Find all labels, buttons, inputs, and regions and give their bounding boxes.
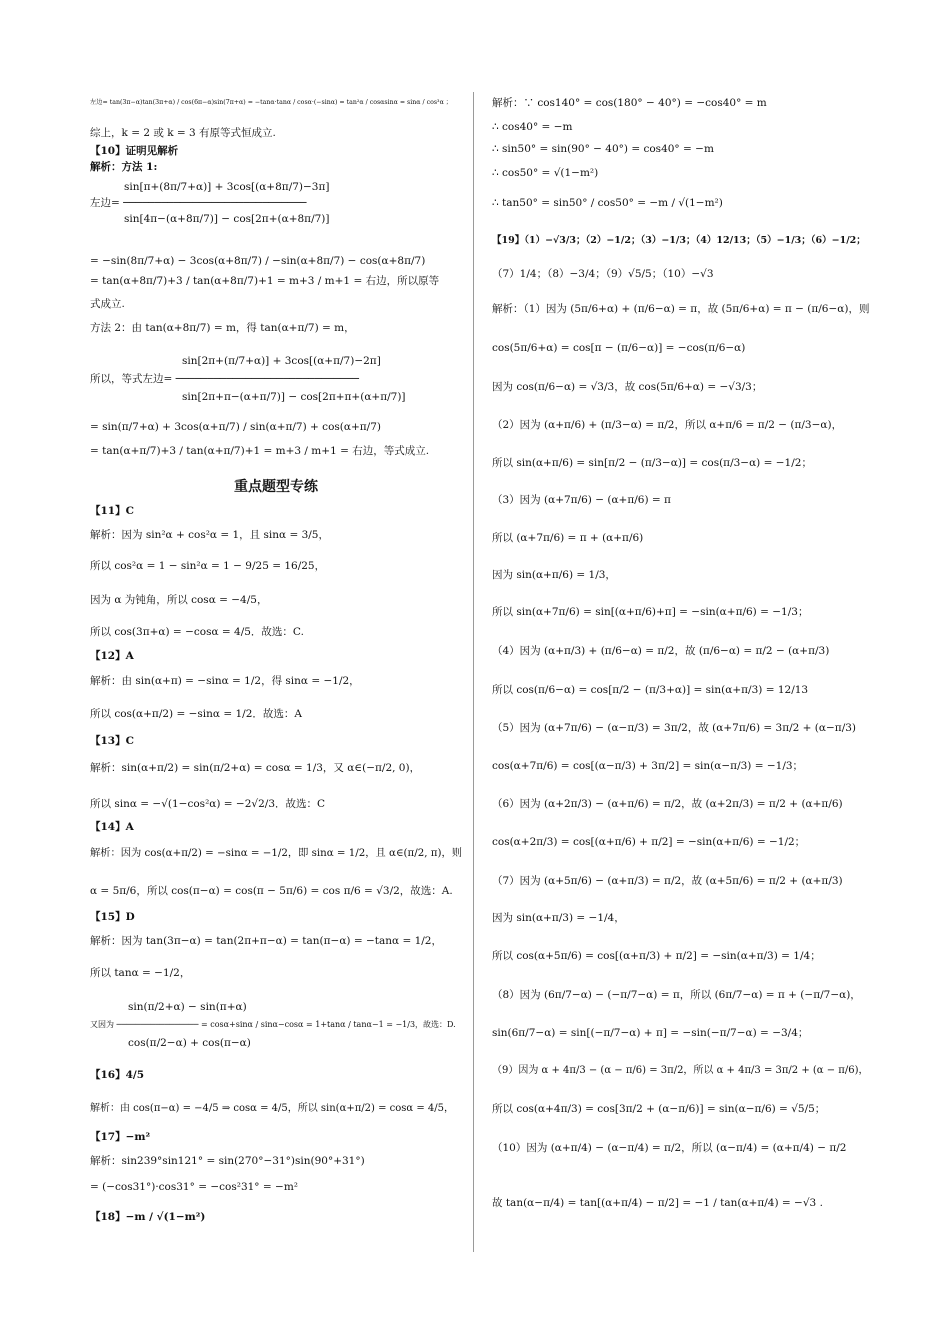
text-line: （10）因为 (α+π/4) − (α−π/4) = π/2，所以 (α−π/4) = (α+π/4) − π/2 bbox=[492, 1142, 847, 1154]
answer-tag: 【17】−m² bbox=[90, 1131, 151, 1143]
formula-line: 又因为 ───────────────── = cosα+sinα / sinα−cosα = 1+tanα / tanα−1 = −1/3，故选：D. bbox=[90, 1020, 456, 1029]
text-line: （6）因为 (α+2π/3) − (α+π/6) = π/2，故 (α+2π/3) = π/2 + (α+π/6) bbox=[492, 798, 843, 810]
text-line: 解析：sin(α+π/2) = sin(π/2+α) = cosα = 1/3，又 α∈(−π/2, 0)， bbox=[90, 762, 421, 774]
text-line: 所以 cos(α+π/2) = −sinα = 1/2．故选：A bbox=[90, 708, 302, 720]
text-line: 所以 sin(α+7π/6) = sin[(α+π/6)+π] = −sin(α+π/6) = −1/3； bbox=[492, 606, 809, 618]
text-line: 所以 cos²α = 1 − sin²α = 1 − 9/25 = 16/25， bbox=[90, 560, 326, 572]
formula-line: sin[2π+π−(α+π/7)] − cos[2π+π+(α+π/7)] bbox=[182, 391, 406, 403]
formula-line: 左边= ───────────────────────────── bbox=[90, 197, 307, 209]
text-line: 解析：由 cos(π−α) = −4/5 ⇒ cosα = 4/5，所以 sin(α+π/2) = cosα = 4/5， bbox=[90, 1103, 454, 1114]
answer-tag: 【15】D bbox=[90, 911, 135, 923]
formula-line: sin[π+(8π/7+α)] + 3cos[(α+8π/7)−3π] bbox=[124, 181, 330, 193]
text-line: 解析：因为 cos(α+π/2) = −sinα = −1/2，即 sinα = 1/2，且 α∈(π/2, π)，则 bbox=[90, 847, 462, 859]
text-line: （5）因为 (α+7π/6) − (α−π/3) = 3π/2，故 (α+7π/6) = 3π/2 + (α−π/3) bbox=[492, 722, 857, 734]
analysis-label: 解析：方法 1: bbox=[90, 161, 158, 173]
text-line: 因为 α 为钝角，所以 cosα = −4/5， bbox=[90, 594, 268, 606]
answer-tag: 【19】（1）−√3/3；（2）−1/2；（3）−1/3；（4）12/13；（5）−1/3；（6）−1/2； bbox=[492, 235, 866, 246]
text-line: 所以 tanα = −1/2， bbox=[90, 967, 191, 979]
text-line: 解析：（1）因为 (5π/6+α) + (π/6−α) = π，故 (5π/6+α) = π − (π/6−α)，则 bbox=[492, 303, 870, 315]
text-line: （2）因为 (α+π/6) + (π/3−α) = π/2，所以 α+π/6 = π/2 − (π/3−α)， bbox=[492, 419, 843, 431]
answer-tag: 【18】−m / √(1−m²) bbox=[90, 1211, 206, 1223]
text-line: sin(6π/7−α) = sin[(−π/7−α) + π] = −sin(−π/7−α) = −3/4； bbox=[492, 1027, 809, 1039]
text-line: ∴ tan50° = sin50° / cos50° = −m / √(1−m²) bbox=[492, 197, 723, 209]
text-line: 解析：因为 sin²α + cos²α = 1，且 sinα = 3/5， bbox=[90, 529, 329, 541]
text-line: 解析：sin239°sin121° = sin(270°−31°)sin(90°+31°) bbox=[90, 1155, 365, 1167]
text-line: （3）因为 (α+7π/6) − (α+π/6) = π bbox=[492, 494, 671, 506]
text-line: 因为 sin(α+π/6) = 1/3， bbox=[492, 569, 616, 581]
text-line: 方法 2：由 tan(α+8π/7) = m，得 tan(α+π/7) = m， bbox=[90, 322, 355, 334]
formula-line: = sin(π/7+α) + 3cos(α+π/7) / sin(α+π/7) + cos(α+π/7) bbox=[90, 421, 381, 433]
text-line: ∴ cos40° = −m bbox=[492, 121, 573, 133]
text-line: （4）因为 (α+π/3) + (π/6−α) = π/2，故 (π/6−α) = π/2 − (α+π/3) bbox=[492, 645, 830, 657]
text-line: cos(α+7π/6) = cos[(α−π/3) + 3π/2] = sin(α−π/3) = −1/3； bbox=[492, 760, 804, 772]
text-line: 因为 cos(π/6−α) = √3/3，故 cos(5π/6+α) = −√3/3； bbox=[492, 381, 763, 393]
text-line: 所以 cos(3π+α) = −cosα = 4/5．故选：C. bbox=[90, 626, 304, 638]
text-line: ∴ cos50° = √(1−m²) bbox=[492, 167, 599, 179]
text-line: 综上，k = 2 或 k = 3 有原等式恒成立. bbox=[90, 127, 276, 139]
column-divider bbox=[473, 92, 474, 1252]
formula-line: sin(π/2+α) − sin(π+α) bbox=[128, 1001, 247, 1013]
text-line: （8）因为 (6π/7−α) − (−π/7−α) = π，所以 (6π/7−α) = π + (−π/7−α)， bbox=[492, 989, 861, 1001]
answer-tag: 【14】A bbox=[90, 821, 134, 833]
text-line: 因为 sin(α+π/3) = −1/4， bbox=[492, 912, 625, 924]
answer-tag: 【12】A bbox=[90, 650, 134, 662]
text-line: （7）因为 (α+5π/6) − (α+π/3) = π/2，故 (α+5π/6) = π/2 + (α+π/3) bbox=[492, 875, 843, 887]
text-line: （9）因为 α + 4π/3 − (α − π/6) = 3π/2，所以 α + 4π/3 = 3π/2 + (α − π/6)， bbox=[492, 1065, 869, 1076]
formula-line: cos(π/2−α) + cos(π−α) bbox=[128, 1037, 251, 1049]
answer-tag: 【11】C bbox=[90, 505, 134, 517]
text-line: 故 tan(α−π/4) = tan[(α+π/4) − π/2] = −1 / tan(α+π/4) = −√3 . bbox=[492, 1197, 823, 1209]
section-heading: 重点题型专练 bbox=[234, 479, 318, 495]
text-line: 式成立. bbox=[90, 298, 125, 310]
text-line: 解析：因为 tan(3π−α) = tan(2π+π−α) = tan(π−α) = −tanα = 1/2， bbox=[90, 935, 442, 947]
text-line: cos(5π/6+α) = cos[π − (π/6−α)] = −cos(π/6−α) bbox=[492, 342, 746, 354]
text-line: 所以 sin(α+π/6) = sin[π/2 − (π/3−α)] = cos(π/3−α) = −1/2； bbox=[492, 457, 812, 469]
text-line: α = 5π/6，所以 cos(π−α) = cos(π − 5π/6) = cos π/6 = √3/2，故选：A. bbox=[90, 885, 453, 897]
formula-line: = −sin(8π/7+α) − 3cos(α+8π/7) / −sin(α+8π/7) − cos(α+8π/7) bbox=[90, 255, 426, 267]
text-line: 左边= tan(3π−α)tan(3π+α) / cos(6π−α)sin(7π+α) = −tanα·tanα / cosα·(−sinα) = tan²α / cosαsinα = sinα / cos³α ； bbox=[90, 99, 453, 106]
formula-line: 所以，等式左边= ───────────────────────────── bbox=[90, 373, 359, 385]
text-line: （7）1/4；（8）−3/4；（9）√5/5；（10）−√3 bbox=[492, 268, 714, 280]
formula-line: = tan(α+π/7)+3 / tan(α+π/7)+1 = m+3 / m+1 = 右边，等式成立. bbox=[90, 445, 430, 457]
formula-line: sin[2π+(π/7+α)] + 3cos[(α+π/7)−2π] bbox=[182, 355, 381, 367]
text-line: 解析：由 sin(α+π) = −sinα = 1/2，得 sinα = −1/2， bbox=[90, 675, 360, 687]
text-line: ∴ sin50° = sin(90° − 40°) = cos40° = −m bbox=[492, 143, 714, 155]
formula-line: sin[4π−(α+8π/7)] − cos[2π+(α+8π/7)] bbox=[124, 213, 330, 225]
text-line: 所以 cos(α+5π/6) = cos[(α+π/3) + π/2] = −sin(α+π/3) = 1/4； bbox=[492, 950, 821, 962]
text-line: 解析：∵ cos140° = cos(180° − 40°) = −cos40° = m bbox=[492, 97, 767, 109]
answer-tag: 【13】C bbox=[90, 735, 134, 747]
text-line: 所以 cos(α+4π/3) = cos[3π/2 + (α−π/6)] = sin(α−π/6) = √5/5； bbox=[492, 1103, 826, 1115]
text-line: 所以 cos(π/6−α) = cos[π/2 − (π/3+α)] = sin(α+π/3) = 12/13 bbox=[492, 684, 809, 696]
text-line: 所以 sinα = −√(1−cos²α) = −2√2/3．故选：C bbox=[90, 798, 326, 810]
text-line: cos(α+2π/3) = cos[(α+π/6) + π/2] = −sin(α+π/6) = −1/2； bbox=[492, 836, 806, 848]
text-line: = (−cos31°)·cos31° = −cos²31° = −m² bbox=[90, 1181, 298, 1193]
answer-tag: 【10】证明见解析 bbox=[90, 145, 179, 157]
text-line: 所以 (α+7π/6) = π + (α+π/6) bbox=[492, 532, 644, 544]
answer-tag: 【16】4/5 bbox=[90, 1069, 145, 1081]
formula-line: = tan(α+8π/7)+3 / tan(α+8π/7)+1 = m+3 / m+1 = 右边，所以原等 bbox=[90, 275, 440, 287]
